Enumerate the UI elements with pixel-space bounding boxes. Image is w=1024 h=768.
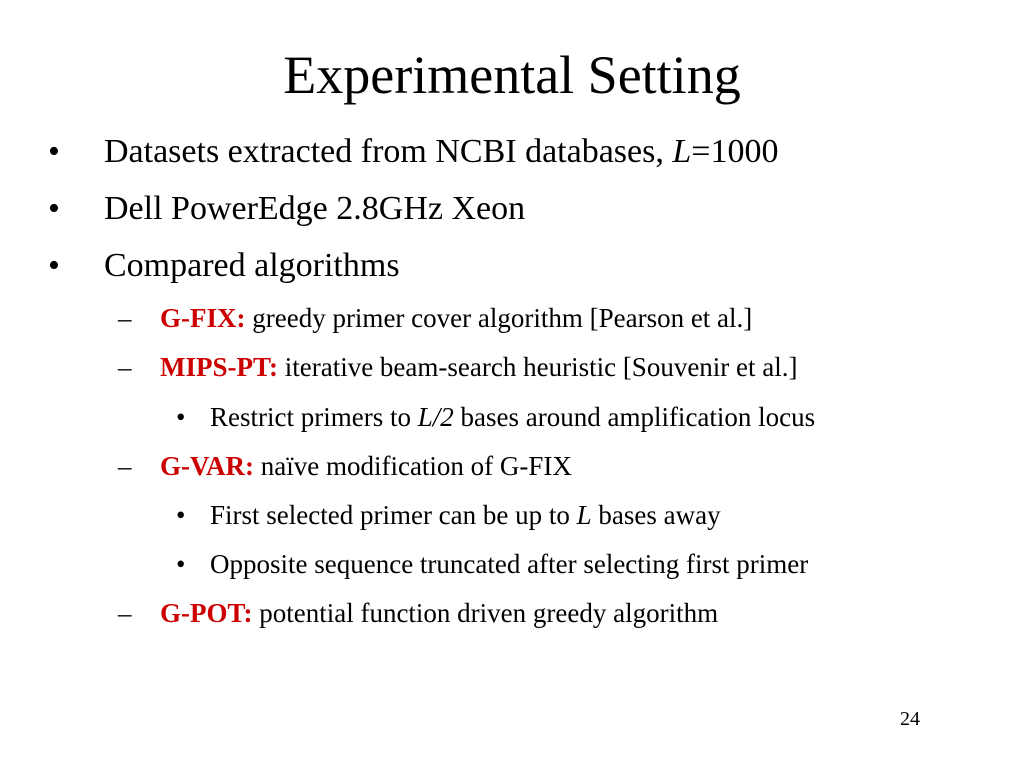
sub-sub-item-text: Restrict primers to L/2 bases around amplification locus xyxy=(210,402,816,432)
dash-icon: – xyxy=(118,451,132,481)
bullet-icon: • xyxy=(48,247,60,284)
bullet-text: Compared algorithms xyxy=(104,247,400,284)
dash-icon: – xyxy=(118,598,132,628)
sub-item-text: MIPS-PT: iterative beam-search heuristic [Souvenir et al.] xyxy=(160,352,798,382)
bullet-icon: • xyxy=(48,133,60,170)
dash-icon: – xyxy=(118,303,132,333)
sub-sub-item-text: Opposite sequence truncated after selecting first primer xyxy=(210,549,809,579)
algorithm-label: G-VAR: xyxy=(160,451,254,481)
bullet-text: Dell PowerEdge 2.8GHz Xeon xyxy=(104,190,526,227)
bullet-text: Datasets extracted from NCBI databases, L=1000 xyxy=(104,133,779,170)
bullet-icon: • xyxy=(176,402,186,432)
algorithm-label: G-FIX: xyxy=(160,303,246,333)
sub-item-text: G-FIX: greedy primer cover algorithm [Pearson et al.] xyxy=(160,303,753,333)
bullet-icon: • xyxy=(176,500,186,530)
sub-item-text: G-VAR: naïve modification of G-FIX xyxy=(160,451,572,481)
algorithm-label: G-POT: xyxy=(160,598,253,628)
page-number: 24 xyxy=(900,708,920,730)
algorithm-label: MIPS-PT: xyxy=(160,352,278,382)
slide-title: Experimental Setting xyxy=(283,45,741,105)
sub-sub-item-text: First selected primer can be up to L bases away xyxy=(210,500,721,530)
bullet-icon: • xyxy=(176,549,186,579)
dash-icon: – xyxy=(118,352,132,382)
bullet-icon: • xyxy=(48,190,60,227)
sub-item-text: G-POT: potential function driven greedy algorithm xyxy=(160,598,719,628)
